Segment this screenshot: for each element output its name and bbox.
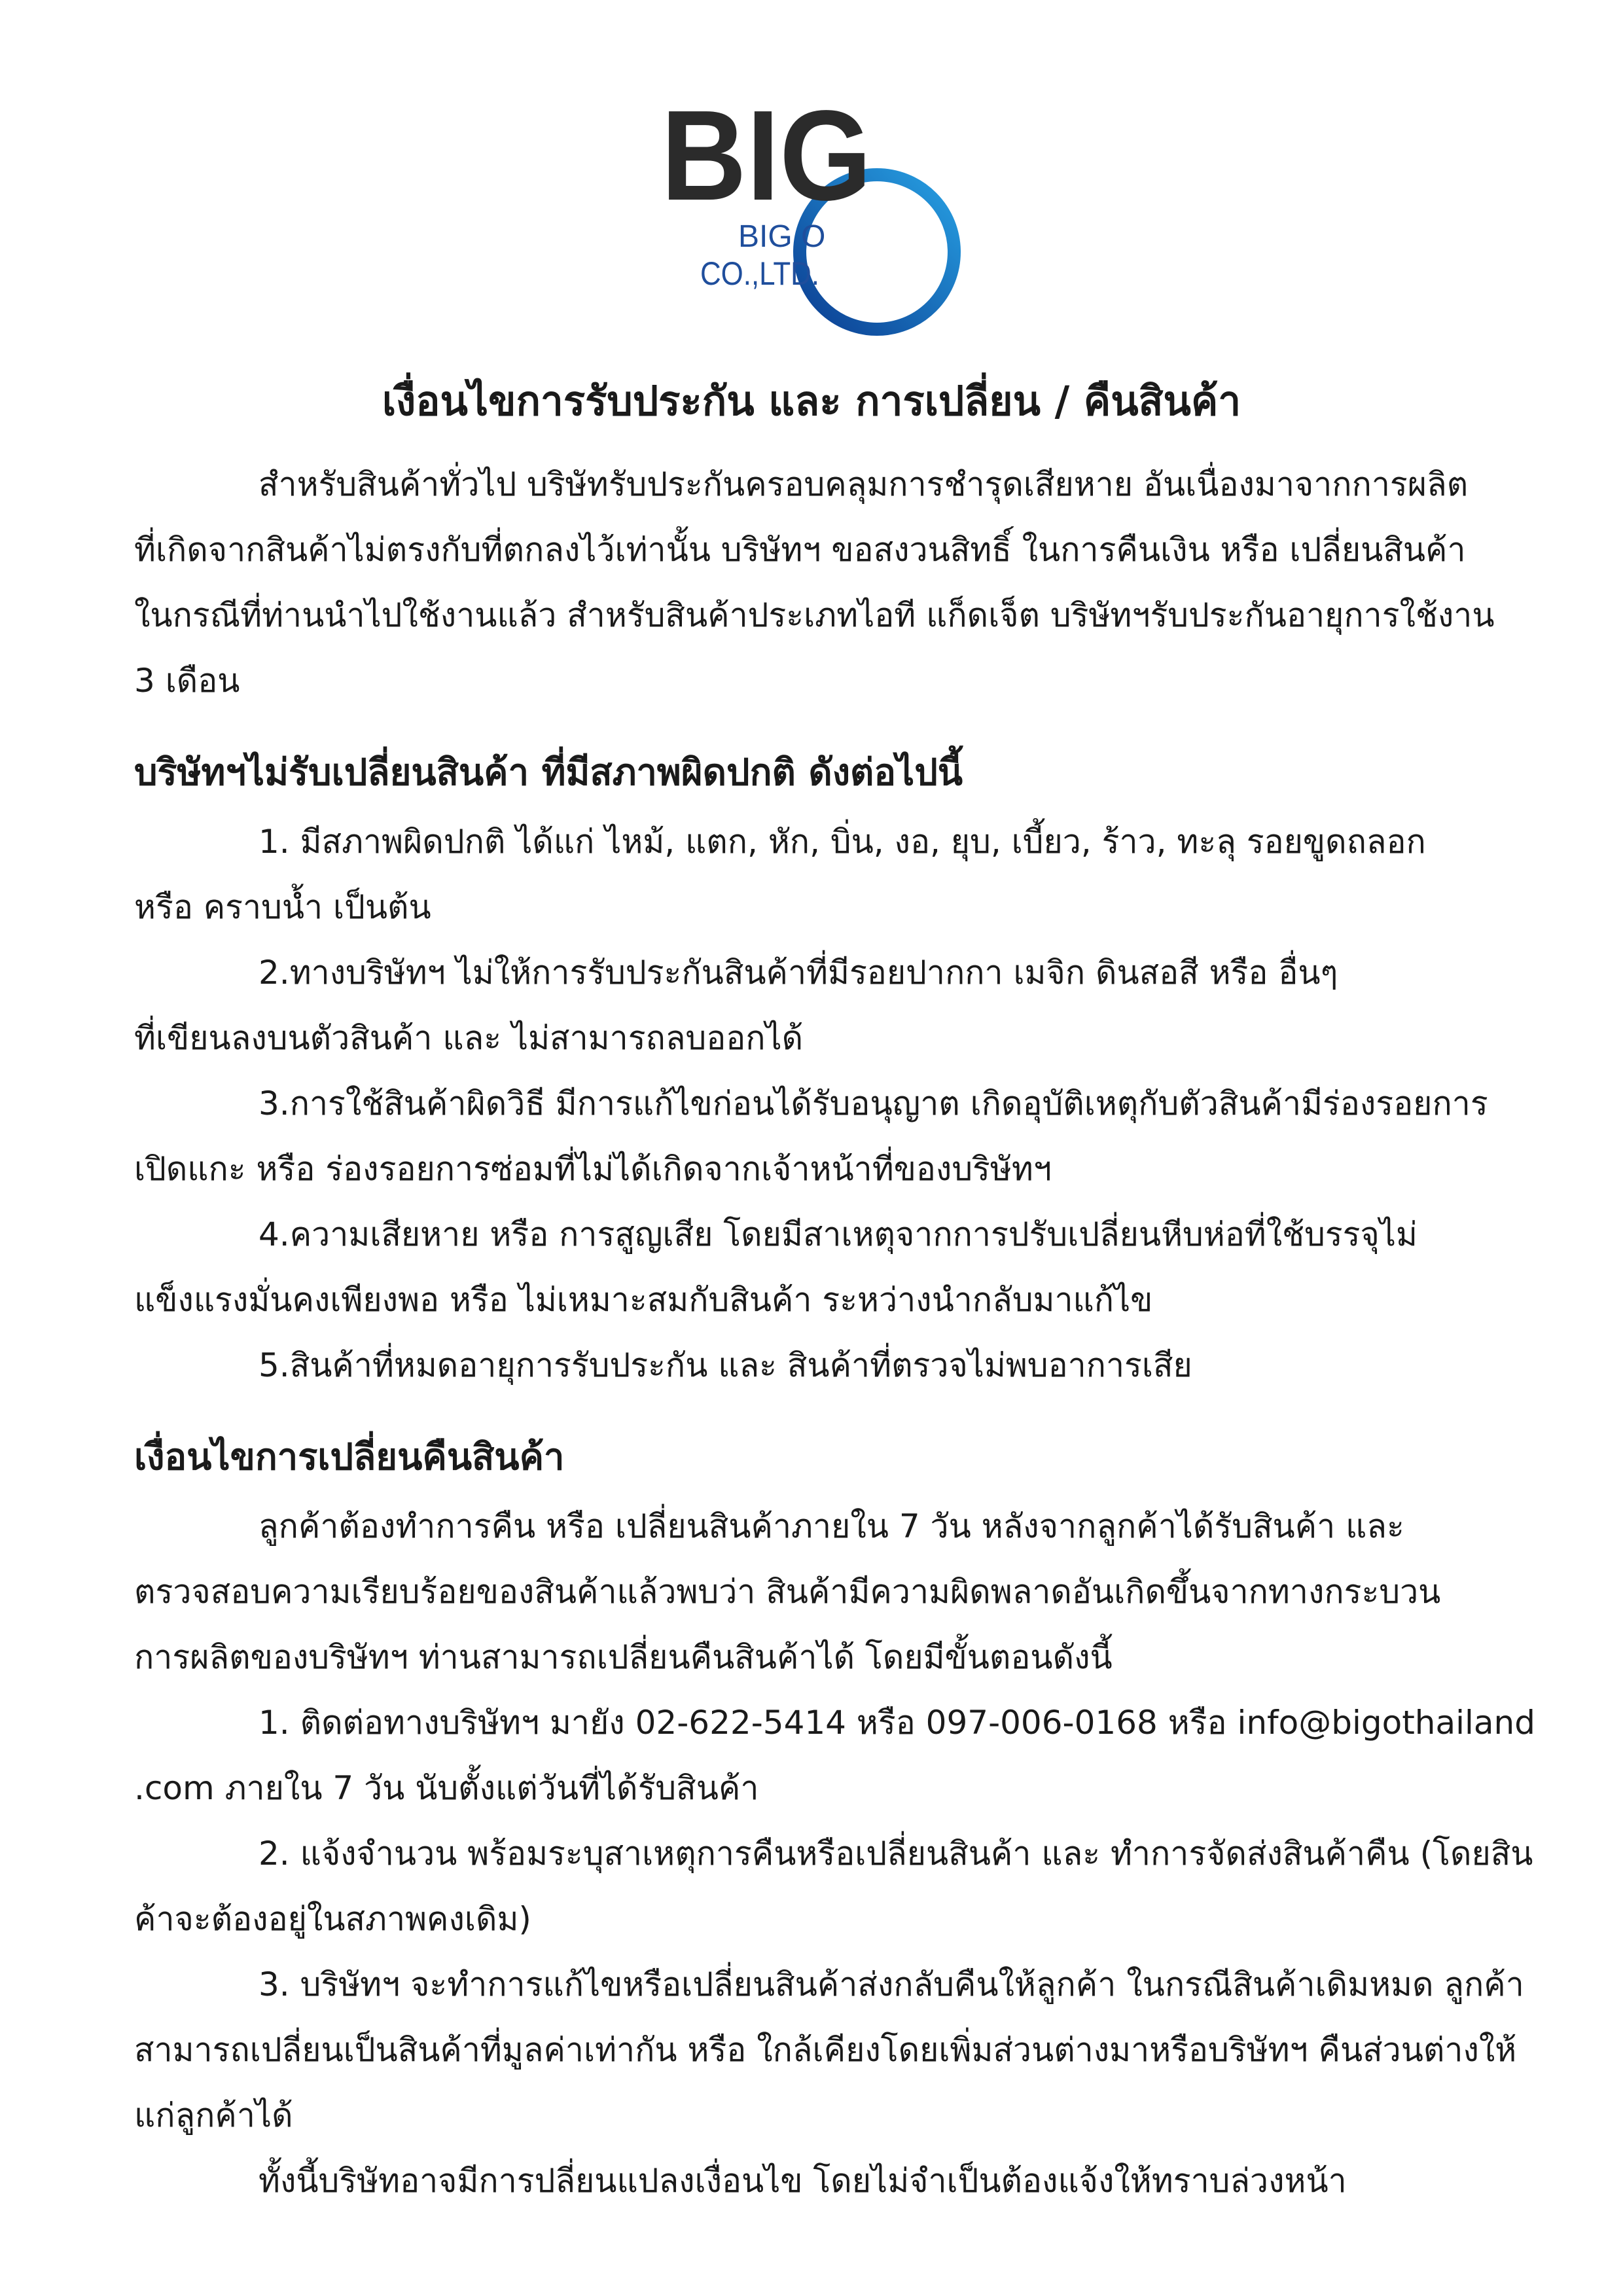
document-body: [134, 452, 1561, 2214]
closing-note: ทั้งนี้บริษัทอาจมีการปลี่ยนแปลงเงื่อนไข โดยไม่จำเป็นต้องแจ้งให้ทราบล่วงหน้า: [259, 2162, 1347, 2200]
no-exchange-item-3: 3.การใช้สินค้าผิดวิธี มีการแก้ไขก่อนได้รับอนุญาต เกิดอุบัติเหตุกับตัวสินค้ามีร่องรอยการ: [259, 1085, 1488, 1122]
return-step-3-cont: สามารถเปลี่ยนเป็นสินค้าที่มูลค่าเท่ากัน หรือ ใกล้เคียงโดยเพิ่มส่วนต่างมาหรือบริษัทฯ คืนส่วนต่างให้: [134, 2031, 1517, 2069]
return-intro-line: ตรวจสอบความเรียบร้อยของสินค้าแล้วพบว่า สินค้ามีความผิดพลาดอันเกิดขึ้นจากทางกระบวน: [134, 1573, 1441, 1611]
company-logo: [661, 95, 975, 344]
logo-line2: CO.,LTD.: [700, 255, 819, 292]
no-exchange-section: [134, 737, 1561, 1398]
return-step-1: 1. ติดต่อทางบริษัทฯ มายัง 02-622-5414 หรือ 097-006-0168 หรือ info@bigothailand: [259, 1704, 1535, 1742]
no-exchange-item-5: 5.สินค้าที่หมดอายุการรับประกัน และ สินค้าที่ตรวจไม่พบอาการเสีย: [259, 1346, 1192, 1384]
no-exchange-item-2: 2.ทางบริษัทฯ ไม่ให้การรับประกันสินค้าที่มีรอยปากกา เมจิก ดินสอสี หรือ อื่นๆ: [259, 954, 1338, 992]
intro-line: สำหรับสินค้าทั่วไป บริษัทรับประกันครอบคลุมการชำรุดเสียหาย อันเนื่องมาจากการผลิต: [259, 465, 1469, 503]
return-intro-line: ลูกค้าต้องทำการคืน หรือ เปลี่ยนสินค้าภายใน 7 วัน หลังจากลูกค้าได้รับสินค้า และ: [259, 1507, 1404, 1545]
logo-brand-word: BIG: [661, 95, 872, 227]
return-intro-line: การผลิตของบริษัทฯ ท่านสามารถเปลี่ยนคืนสินค้าได้ โดยมีขั้นตอนดังนี้: [134, 1638, 1113, 1676]
return-step-3-cont: แก่ลูกค้าได้: [134, 2096, 293, 2134]
intro-paragraph: [134, 452, 1561, 713]
logo-line1: BIG O: [738, 219, 826, 254]
intro-line: ในกรณีที่ท่านนำไปใช้งานแล้ว สำหรับสินค้าประเภทไอที แก็ดเจ็ต บริษัทฯรับประกันอายุการใช้งาน: [134, 596, 1495, 634]
no-exchange-heading: บริษัทฯไม่รับเปลี่ยนสินค้า ที่มีสภาพผิดปกติ ดังต่อไปนี้: [134, 751, 963, 794]
no-exchange-item-3-cont: เปิดแกะ หรือ ร่องรอยการซ่อมที่ไม่ได้เกิดจากเจ้าหน้าที่ของบริษัทฯ: [134, 1150, 1052, 1188]
return-conditions-heading: เงื่อนไขการเปลี่ยนคืนสินค้า: [134, 1436, 565, 1479]
return-step-2: 2. แจ้งจำนวน พร้อมระบุสาเหตุการคืนหรือเปลี่ยนสินค้า และ ทำการจัดส่งสินค้าคืน (โดยสิน: [259, 1835, 1533, 1873]
intro-line: ที่เกิดจากสินค้าไม่ตรงกับที่ตกลงไว้เท่านั้น บริษัทฯ ขอสงวนสิทธิ์ ในการคืนเงิน หรือ เปลี่ยนสินค้า: [134, 531, 1466, 569]
no-exchange-item-2-cont: ที่เขียนลงบนตัวสินค้า และ ไม่สามารถลบออกได้: [134, 1019, 804, 1057]
no-exchange-item-1: 1. มีสภาพผิดปกติ ได้แก่ ไหม้, แตก, หัก, บิ่น, งอ, ยุบ, เบี้ยว, ร้าว, ทะลุ รอยขูดถลอก: [259, 823, 1426, 861]
no-exchange-item-4-cont: แข็งแรงมั่นคงเพียงพอ หรือ ไม่เหมาะสมกับสินค้า ระหว่างนำกลับมาแก้ไข: [134, 1281, 1153, 1319]
page-title: เงื่อนไขการรับประกัน และ การเปลี่ยน / คืนสินค้า: [382, 377, 1241, 425]
return-step-3: 3. บริษัทฯ จะทำการแก้ไขหรือเปลี่ยนสินค้าส่งกลับคืนให้ลูกค้า ในกรณีสินค้าเดิมหมด ลูกค้า: [259, 1965, 1524, 2003]
intro-line: 3 เดือน: [134, 662, 240, 700]
return-conditions-section: [134, 1422, 1561, 2214]
return-step-2-cont: ค้าจะต้องอยู่ในสภาพคงเดิม): [134, 1900, 531, 1938]
return-step-1-cont: .com ภายใน 7 วัน นับตั้งแต่วันที่ได้รับสินค้า: [134, 1769, 759, 1807]
no-exchange-item-1-cont: หรือ คราบน้ำ เป็นต้น: [134, 888, 431, 926]
big-o-logo-graphic: [661, 95, 975, 344]
no-exchange-item-4: 4.ความเสียหาย หรือ การสูญเสีย โดยมีสาเหตุจากการปรับเปลี่ยนหีบห่อที่ใช้บรรจุไม่: [259, 1215, 1418, 1253]
